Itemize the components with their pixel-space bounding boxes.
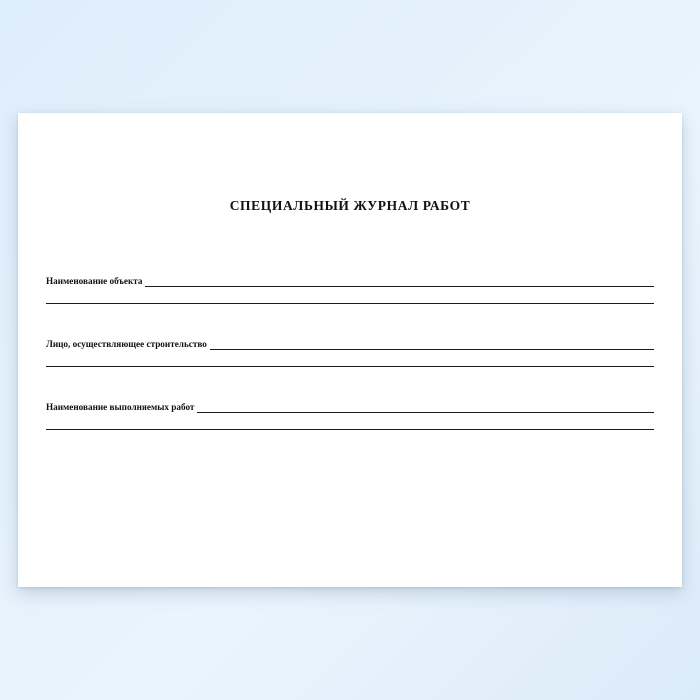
field-input-works-name[interactable] [197, 403, 654, 413]
field-label-works-name: Наименование выполняемых работ [46, 402, 195, 412]
field-group-object-name [46, 276, 654, 304]
field-input-builder-line2[interactable] [46, 365, 654, 367]
field-input-builder[interactable] [210, 340, 654, 350]
field-input-object-name-line2[interactable] [46, 302, 654, 304]
field-row [46, 402, 654, 413]
field-input-object-name[interactable] [145, 277, 654, 287]
field-row [46, 276, 654, 287]
field-label-object-name: Наименование объекта [46, 276, 143, 286]
field-group-builder [46, 339, 654, 367]
field-row [46, 339, 654, 350]
document-content [18, 113, 682, 587]
field-group-works-name [46, 402, 654, 430]
page-title: СПЕЦИАЛЬНЫЙ ЖУРНАЛ РАБОТ [229, 198, 471, 213]
field-input-works-name-line2[interactable] [46, 428, 654, 430]
field-label-builder: Лицо, осуществляющее строительство [46, 339, 207, 349]
document-page [18, 113, 682, 587]
